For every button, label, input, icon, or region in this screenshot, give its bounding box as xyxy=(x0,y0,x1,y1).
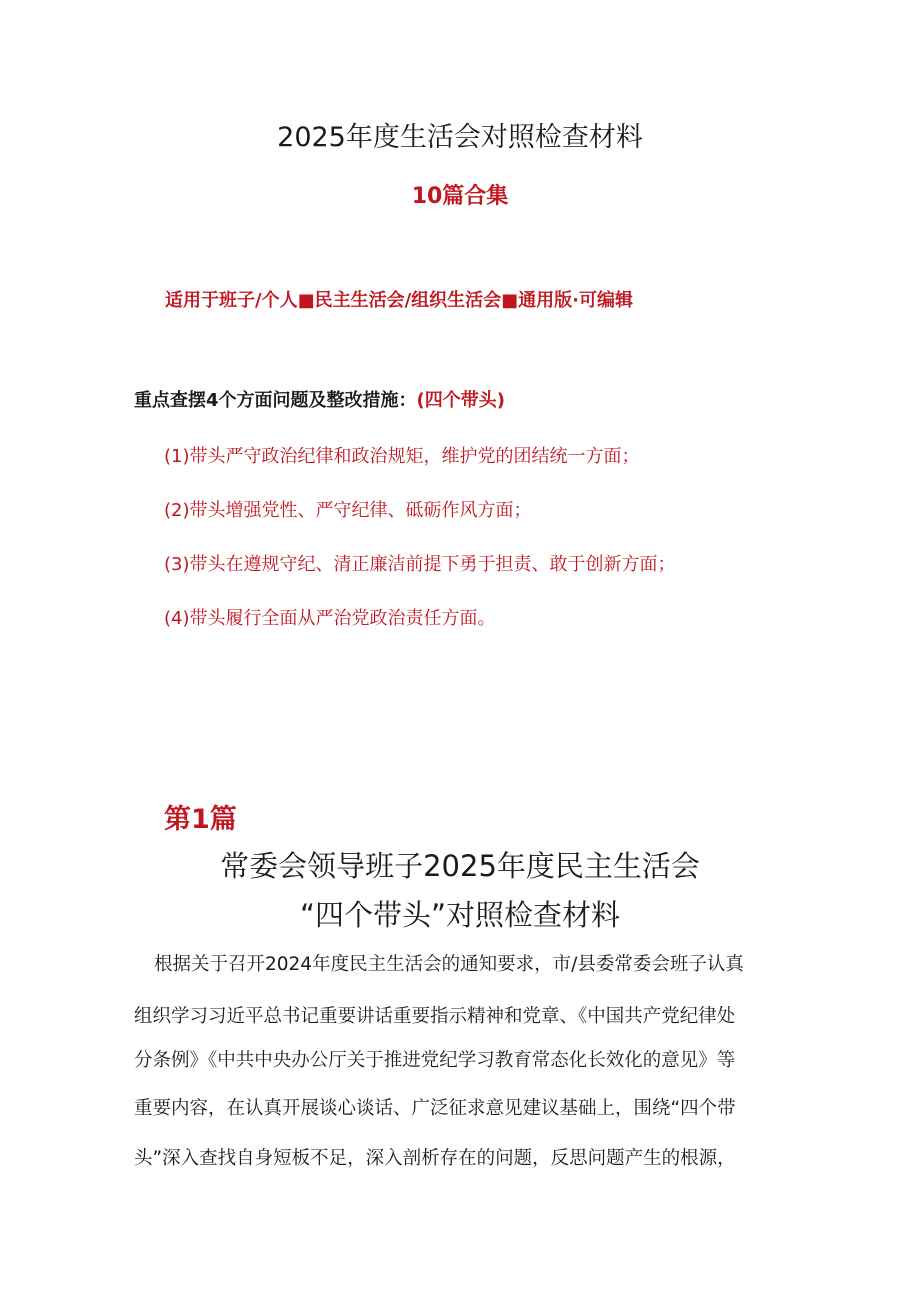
chapter-label: 第1篇 xyxy=(164,804,237,835)
body-paragraph-line: 组织学习习近平总书记重要讲话重要指示精神和党章、《中国共产党纪律处 xyxy=(134,1006,736,1027)
document-subtitle: 10篇合集 xyxy=(411,184,509,209)
document-title: 2025年度生活会对照检查材料 xyxy=(277,122,643,153)
focus-highlight: (四个带头) xyxy=(416,390,505,411)
applicable-scope-line: 适用于班子/个人■民主生活会/组织生活会■通用版·可编辑 xyxy=(165,290,633,311)
list-item: (1)带头严守政治纪律和政治规矩，维护党的团结统一方面； xyxy=(164,446,640,467)
list-item: (4)带头履行全面从严治党政治责任方面。 xyxy=(164,608,496,629)
body-paragraph-line: 根据关于召开2024年度民主生活会的通知要求，市/县委常委会班子认真 xyxy=(154,954,744,975)
chapter-title-line-2: “四个带头”对照检查材料 xyxy=(299,898,621,932)
body-paragraph-line: 分条例》《中共中央办公厅关于推进党纪学习教育常态化长效化的意见》等 xyxy=(134,1050,736,1071)
list-item: (2)带头增强党性、严守纪律、砥砺作风方面； xyxy=(164,500,532,521)
chapter-title-line-1: 常委会领导班子2025年度民主生活会 xyxy=(220,849,700,883)
list-item: (3)带头在遵规守纪、清正廉洁前提下勇于担责、敢于创新方面； xyxy=(164,554,676,575)
focus-label: 重点查摆4个方面问题及整改措施： xyxy=(134,390,417,411)
focus-heading xyxy=(134,386,505,416)
body-paragraph-line: 头”深入查找自身短板不足，深入剖析存在的问题，反思问题产生的根源， xyxy=(134,1148,736,1169)
body-paragraph-line: 重要内容，在认真开展谈心谈话、广泛征求意见建议基础上，围绕“四个带 xyxy=(134,1098,736,1119)
